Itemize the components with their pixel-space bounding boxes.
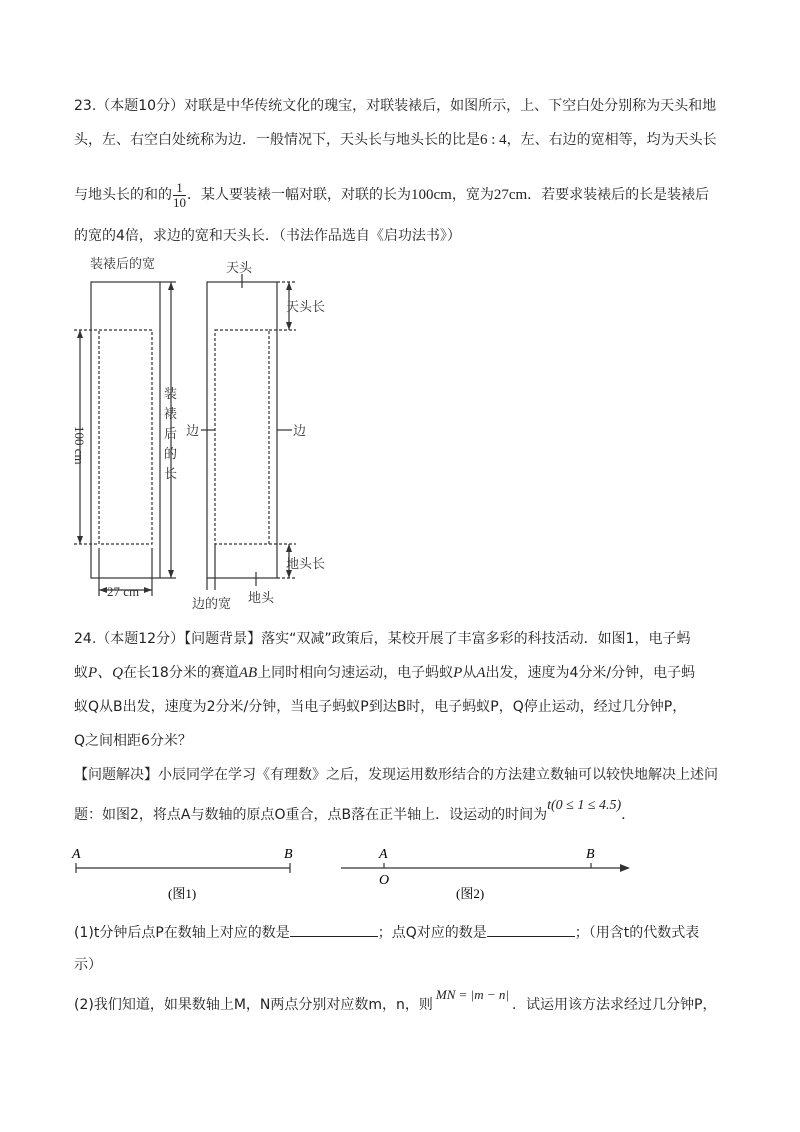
q24-line6a: 题：如图2，将点A与数轴的原点O重合，点B落在正半轴上．设运动的时间为 bbox=[74, 807, 548, 823]
answer-blank-p[interactable] bbox=[290, 922, 378, 937]
q24-line2e: 从 bbox=[462, 665, 477, 681]
q24-line2 bbox=[74, 663, 695, 683]
q24-line4: Q之间相距6分米？ bbox=[74, 733, 192, 749]
left-inner-couplet bbox=[99, 330, 152, 544]
fig2-label-b: B bbox=[586, 847, 595, 862]
figure-2-number-line bbox=[336, 842, 636, 904]
label-width-after: 装裱后的宽 bbox=[90, 257, 156, 272]
label-length-after-3: 的 bbox=[164, 447, 178, 462]
q24-line2a: 蚁 bbox=[74, 665, 88, 681]
label-ditou: 地头 bbox=[248, 591, 275, 606]
fig1-label-b: B bbox=[284, 847, 293, 862]
time-range: t(0 ≤ 1 ≤ 4.5) bbox=[547, 798, 622, 813]
label-bian-width: 边的宽 bbox=[192, 597, 232, 612]
q24-line6 bbox=[74, 798, 636, 826]
width-value: 27cm bbox=[493, 187, 528, 203]
q24-line1: 24.（本题12分）【问题背景】落实“双减”政策后，某校开展了丰富多彩的科技活动．如图1，电子蚂 bbox=[74, 631, 691, 647]
q24-sub2 bbox=[74, 987, 717, 1015]
label-length-after-2: 后 bbox=[164, 427, 178, 442]
q24-sub1 bbox=[74, 922, 699, 943]
fraction-one-tenth: $\frac{1}{10}$ bbox=[173, 179, 186, 210]
right-outer-frame bbox=[207, 282, 277, 578]
fig2-caption: (图2) bbox=[456, 886, 485, 901]
q23-line3d: ．若要求装裱后的长是装裱后 bbox=[527, 187, 710, 203]
q24-sub1-cont: 示） bbox=[74, 957, 102, 973]
sub2-text-b: ．试运用该方法求经过几分钟P， bbox=[512, 997, 717, 1013]
q24-line2f: 出发，速度为4分米/分钟，电子蚂 bbox=[485, 665, 696, 681]
scroll-mounting-diagram bbox=[60, 248, 360, 613]
sub1-text-b: ；点Q对应的数是 bbox=[377, 925, 487, 941]
sub1-text-a: (1)t分钟后点P在数轴上对应的数是 bbox=[74, 925, 290, 941]
q23-line2a: 头，左、右空白处统称为边．一般情况下，天头长与地头长的比是 bbox=[74, 132, 480, 148]
label-100cm: 100 cm bbox=[72, 426, 87, 465]
q24-line6b: ． bbox=[621, 807, 636, 823]
fig2-label-a: A bbox=[379, 847, 388, 862]
sub2-text-a: (2)我们知道，如果数轴上M，N两点分别对应数m，n，则 bbox=[74, 997, 433, 1013]
q23-line1: 23.（本题10分）对联是中华传统文化的瑰宝，对联装裱后，如图所示，上、下空白处分别称为天头和地 bbox=[74, 98, 717, 114]
point-p: P bbox=[453, 665, 463, 681]
label-27cm: 27 cm bbox=[107, 584, 140, 599]
q23-line3c: ，宽为 bbox=[451, 187, 494, 203]
right-inner-couplet bbox=[215, 330, 269, 544]
q24-line5: 【问题解决】小辰同学在学习《有理数》之后，发现运用数形结合的方法建立数轴可以较快地解决上述问 bbox=[74, 767, 718, 783]
answer-blank-q[interactable] bbox=[487, 922, 575, 937]
label-tiantou-len: 天头长 bbox=[286, 300, 326, 315]
sub1-text-c: ；（用含t的代数式表 bbox=[574, 925, 700, 941]
q24-line2b: P、Q bbox=[88, 665, 123, 681]
ratio: 6 : 4 bbox=[480, 132, 507, 148]
point-a: A bbox=[476, 665, 486, 681]
q23-line3 bbox=[74, 178, 709, 212]
q23-line3a: 与地头长的和的 bbox=[74, 187, 172, 203]
label-length-after-4: 长 bbox=[164, 467, 178, 482]
length-value: 100cm bbox=[411, 187, 452, 203]
left-outer-frame bbox=[91, 282, 160, 578]
fig2-label-o: O bbox=[379, 873, 390, 888]
figure-1-segment bbox=[66, 842, 306, 904]
fig1-caption: (图1) bbox=[168, 886, 197, 901]
q23-line2 bbox=[74, 130, 717, 150]
label-bian-right: 边 bbox=[293, 424, 307, 439]
q24-line2c: 在长18分米的赛道 bbox=[123, 665, 239, 681]
q23-line3b: ．某人要装裱一幅对联，对联的长为 bbox=[187, 187, 411, 203]
label-bian-left: 边 bbox=[186, 424, 200, 439]
q24-line2d: 上同时相向匀速运动，电子蚂蚁 bbox=[257, 665, 454, 681]
label-ditou-len: 地头长 bbox=[286, 557, 326, 572]
distance-formula: MN = |m − n| bbox=[435, 987, 509, 1002]
segment-ab: AB bbox=[238, 665, 258, 681]
q24-line3: 蚁Q从B出发，速度为2分米/分钟，当电子蚂蚁P到达B时，电子蚂蚁P，Q停止运动，经过几分钟P， bbox=[74, 699, 687, 715]
q23-line4: 的宽的4倍，求边的宽和天头长．（书法作品选自《启功法书》） bbox=[74, 228, 461, 244]
q23-line2b: ，左、右边的宽相等，均为天头长 bbox=[506, 132, 717, 148]
label-length-after-1: 裱 bbox=[164, 407, 178, 422]
label-tiantou: 天头 bbox=[226, 261, 253, 276]
fig1-label-a: A bbox=[72, 847, 81, 862]
label-length-after-0: 装 bbox=[164, 387, 178, 402]
